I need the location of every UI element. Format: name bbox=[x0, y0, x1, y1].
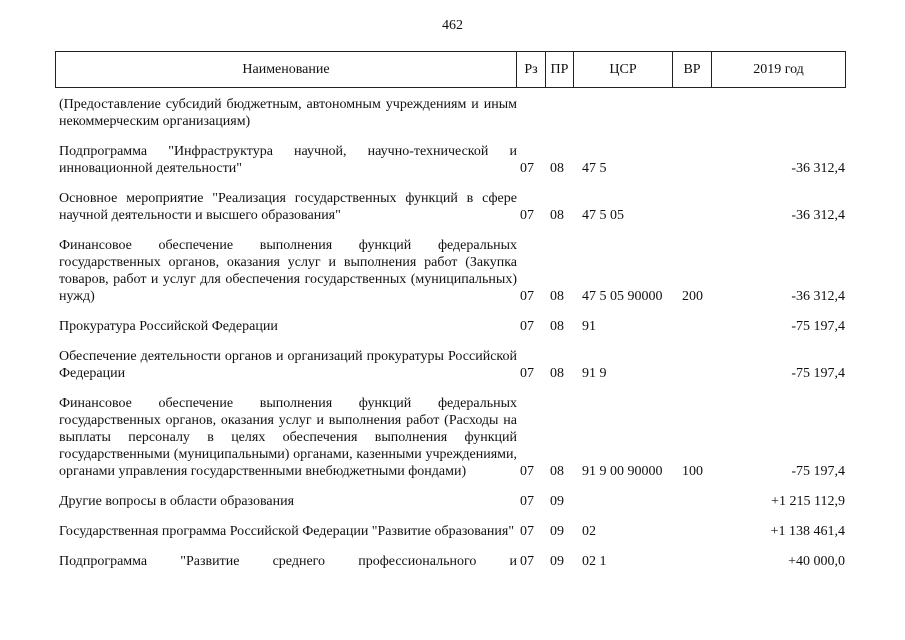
row-pr: 09 bbox=[550, 554, 564, 569]
table-row bbox=[59, 96, 845, 130]
row-csr: 47 5 bbox=[582, 161, 607, 176]
row-vr: 200 bbox=[682, 289, 703, 304]
row-rz: 07 bbox=[520, 289, 534, 304]
row-pr: 09 bbox=[550, 524, 564, 539]
row-rz: 07 bbox=[520, 464, 534, 479]
row-rz: 07 bbox=[520, 161, 534, 176]
row-name: Государственная программа Российской Федерации "Развитие образования" bbox=[59, 524, 515, 539]
header-year: 2019 год bbox=[712, 52, 846, 88]
table-row bbox=[59, 553, 845, 570]
table-row bbox=[59, 143, 845, 177]
row-value: -75 197,4 bbox=[791, 464, 845, 479]
row-value: -36 312,4 bbox=[791, 161, 845, 176]
header-pr: ПР bbox=[546, 52, 574, 88]
row-name: Финансовое обеспечение выполнения функций федеральных государственных органов, оказания услуг и выполнения работ (Закупка товаров, работ и услуг для обеспечения государственных (муниципальных) нужд) bbox=[59, 238, 517, 304]
row-csr: 91 9 bbox=[582, 366, 607, 381]
row-csr: 47 5 05 bbox=[582, 208, 624, 223]
table-row bbox=[59, 318, 845, 335]
row-csr: 91 9 00 90000 bbox=[582, 464, 663, 479]
row-rz: 07 bbox=[520, 319, 534, 334]
row-rz: 07 bbox=[520, 208, 534, 223]
row-value: +40 000,0 bbox=[788, 554, 845, 569]
table-row bbox=[59, 190, 845, 224]
table-row bbox=[59, 523, 845, 540]
row-pr: 08 bbox=[550, 464, 564, 479]
row-pr: 08 bbox=[550, 289, 564, 304]
row-name: Основное мероприятие "Реализация государственных функций в сфере научной деятельности и высшего образования" bbox=[59, 191, 517, 223]
row-name: Подпрограмма "Развитие среднего профессионального и bbox=[59, 554, 517, 569]
header-csr: ЦСР bbox=[574, 52, 673, 88]
table-row bbox=[59, 493, 845, 510]
row-vr: 100 bbox=[682, 464, 703, 479]
row-value: +1 138 461,4 bbox=[770, 524, 845, 539]
row-csr: 02 bbox=[582, 524, 596, 539]
row-value: -36 312,4 bbox=[791, 208, 845, 223]
row-pr: 08 bbox=[550, 161, 564, 176]
header-row bbox=[56, 52, 846, 88]
table-row bbox=[59, 395, 845, 480]
row-name: Обеспечение деятельности органов и организаций прокуратуры Российской Федерации bbox=[59, 349, 517, 381]
row-name: Финансовое обеспечение выполнения функций федеральных государственных органов, оказания услуг и выполнения работ (Расходы на выплаты персоналу в целях обеспечения выполнения функций государственными (муниципальными) органами, казенными учреждениями, органами управления государственными внебюджетными фондами) bbox=[59, 396, 517, 479]
table-body bbox=[59, 96, 845, 583]
row-csr: 02 1 bbox=[582, 554, 607, 569]
row-value: +1 215 112,9 bbox=[771, 494, 845, 509]
row-name: Прокуратура Российской Федерации bbox=[59, 319, 278, 334]
row-rz: 07 bbox=[520, 366, 534, 381]
row-pr: 08 bbox=[550, 208, 564, 223]
header-name: Наименование bbox=[56, 52, 517, 88]
row-pr: 08 bbox=[550, 366, 564, 381]
row-value: -75 197,4 bbox=[791, 366, 845, 381]
row-csr: 91 bbox=[582, 319, 596, 334]
row-value: -36 312,4 bbox=[791, 289, 845, 304]
row-rz: 07 bbox=[520, 524, 534, 539]
header-rz: Рз bbox=[517, 52, 546, 88]
row-pr: 09 bbox=[550, 494, 564, 509]
row-rz: 07 bbox=[520, 494, 534, 509]
row-pr: 08 bbox=[550, 319, 564, 334]
page-number: 462 bbox=[442, 18, 463, 33]
row-name: (Предоставление субсидий бюджетным, автономным учреждениям и иным некоммерческим организациям) bbox=[59, 97, 517, 129]
table-header bbox=[55, 51, 846, 88]
row-name: Подпрограмма "Инфраструктура научной, научно-технической и инновационной деятельности" bbox=[59, 144, 517, 176]
row-name: Другие вопросы в области образования bbox=[59, 494, 295, 509]
row-rz: 07 bbox=[520, 554, 534, 569]
table-row bbox=[59, 348, 845, 382]
header-vr: ВР bbox=[673, 52, 712, 88]
row-csr: 47 5 05 90000 bbox=[582, 289, 663, 304]
table-row bbox=[59, 237, 845, 305]
row-value: -75 197,4 bbox=[791, 319, 845, 334]
